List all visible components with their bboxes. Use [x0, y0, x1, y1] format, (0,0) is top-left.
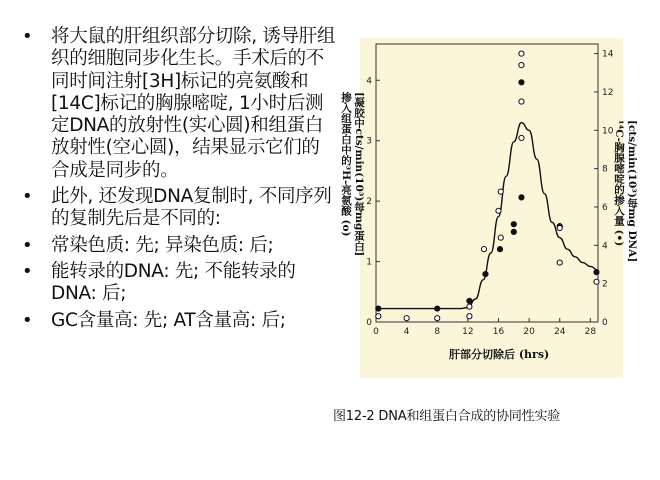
filled-data-point [511, 229, 516, 234]
right-tick-label: 14 [602, 49, 614, 60]
filled-data-point [467, 298, 472, 303]
left-axis-label-1: 掺入组蛋白中的³H-亮氨酸 (o) [340, 92, 352, 237]
right-tick-label: 0 [602, 318, 608, 328]
right-tick-label: 8 [602, 164, 608, 175]
right-axis-label-2: [cts/min(10³)每mg DNA] [626, 120, 638, 263]
filled-data-point [483, 271, 488, 276]
x-tick-label: 4 [403, 327, 410, 337]
open-data-point [519, 99, 524, 104]
x-tick-label: 16 [492, 327, 505, 337]
left-axis-label-2: [凝胶中cts/min(10³)每mg蛋白] [353, 92, 365, 257]
left-tick-label: 2 [366, 197, 372, 208]
filled-data-point [519, 195, 524, 200]
bullet-dot-icon: • [22, 234, 33, 256]
bullet-text: GC含量高: 先; AT含量高: 后; [51, 309, 286, 331]
filled-data-point [376, 306, 381, 311]
right-tick-label: 4 [602, 241, 608, 252]
bullet-text: 常染色质: 先; 异染色质: 后; [51, 234, 274, 256]
right-tick-label: 10 [602, 126, 614, 137]
x-axis-label: 肝部分切除后 (hrs) [449, 348, 550, 361]
right-tick-label: 12 [602, 87, 614, 98]
x-tick-label: 0 [373, 327, 379, 337]
open-data-point [519, 62, 524, 67]
open-data-point [594, 279, 599, 284]
open-data-point [557, 260, 562, 265]
right-axis-label-1: ¹⁴C-胸腺嘧啶的掺入量 (•) [613, 120, 625, 247]
right-tick-label: 6 [602, 202, 608, 213]
left-tick-label: 4 [366, 76, 372, 87]
fitted-curve [376, 123, 598, 309]
open-data-point [376, 314, 381, 319]
right-tick-label: 2 [602, 279, 608, 290]
open-data-point [467, 314, 472, 319]
open-data-point [519, 51, 524, 56]
bullet-dot-icon: • [22, 186, 33, 208]
open-data-point [498, 189, 503, 194]
x-tick-label: 20 [523, 327, 535, 337]
open-data-point [467, 304, 472, 309]
bullet-text: 将大鼠的肝组织部分切除, 诱导肝组织的细胞同步化生长。手术后的不同时间注射[3H]标记的亮氨酸和[14C]标记的胸腺嘧啶, 1小时后测定DNA的放射性(实心圆)和组蛋白放射性(空心圆)，结果显示它们的合成是同步的。 [51, 26, 336, 181]
open-data-point [481, 247, 486, 252]
filled-data-point [511, 222, 516, 227]
open-data-point [435, 316, 440, 321]
open-data-point [519, 135, 524, 140]
left-tick-label: 3 [366, 136, 372, 147]
filled-data-point [594, 270, 599, 275]
plot-frame [376, 44, 598, 322]
open-data-point [557, 225, 562, 230]
bullet-dot-icon: • [22, 260, 33, 282]
bullet-dot-icon: • [22, 26, 33, 47]
open-data-point [404, 316, 409, 321]
x-tick-label: 28 [584, 327, 597, 337]
figure-caption: 图12-2 DNA和组蛋白合成的协同性实验 [333, 409, 561, 424]
bullet-text: 能转录的DNA: 先; 不能转录的DNA: 后; [51, 260, 296, 305]
x-tick-label: 8 [434, 327, 441, 337]
open-data-point [496, 208, 501, 213]
left-tick-label: 0 [366, 318, 372, 328]
left-tick-label: 1 [366, 257, 372, 268]
filled-data-point [435, 306, 440, 311]
bullet-dot-icon: • [22, 309, 33, 331]
x-tick-label: 24 [553, 327, 566, 337]
bullet-text: 此外, 还发现DNA复制时, 不同序列的复制先后是不同的: [51, 186, 332, 230]
filled-data-point [497, 247, 502, 252]
x-tick-label: 12 [462, 327, 474, 337]
open-data-point [498, 235, 503, 240]
filled-data-point [519, 80, 524, 85]
